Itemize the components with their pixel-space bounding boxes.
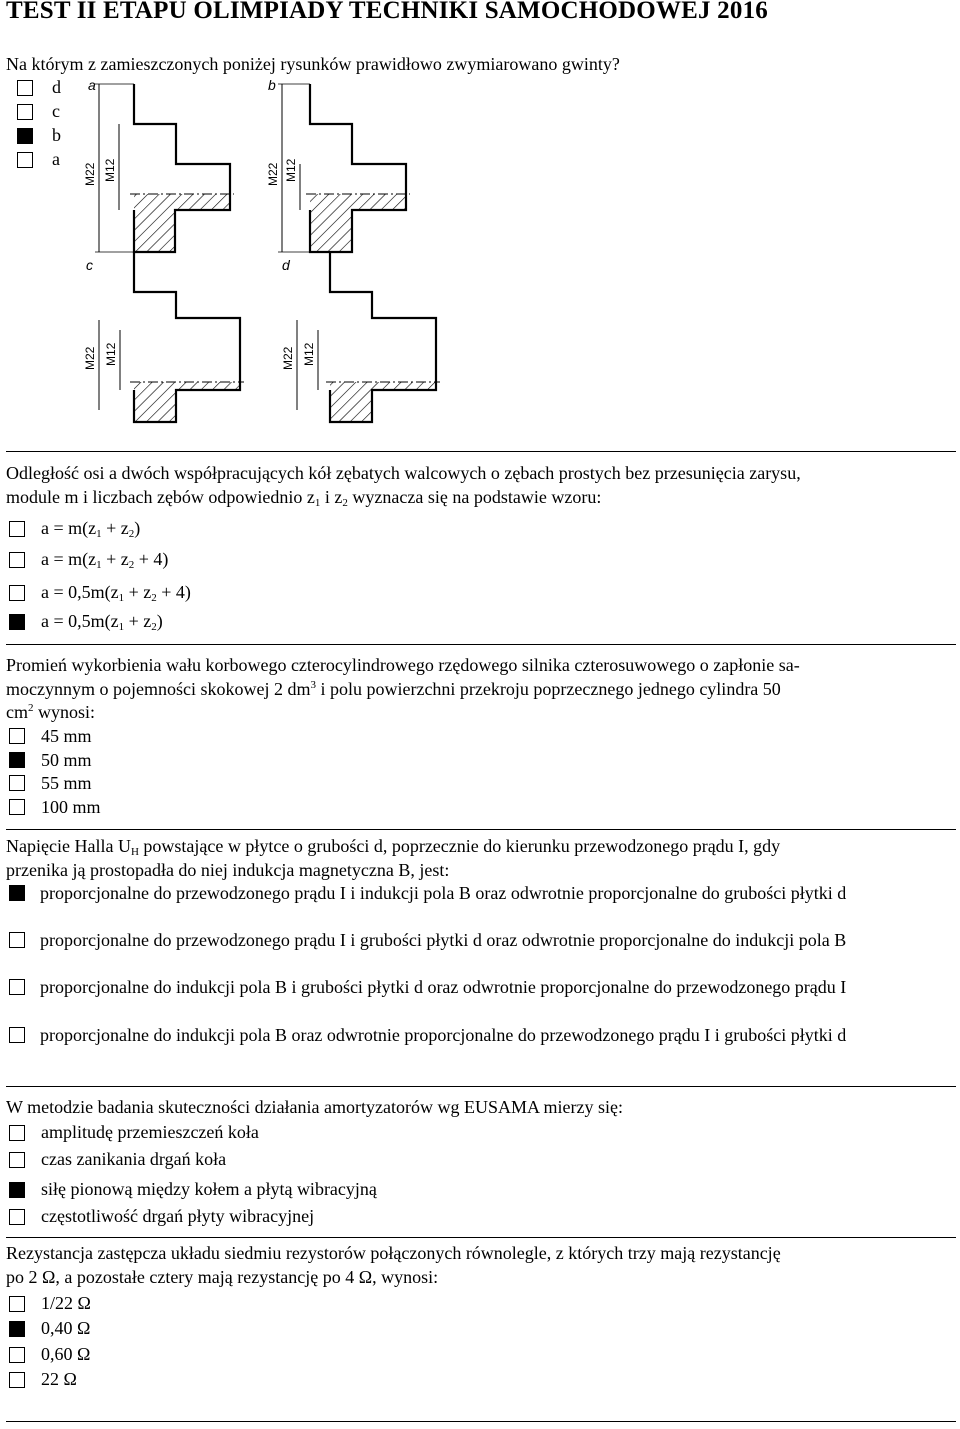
dim-m22-c: M22 bbox=[83, 346, 97, 370]
q6-checkbox-2[interactable] bbox=[9, 1321, 25, 1337]
q3-option-2: 50 mm bbox=[41, 750, 92, 770]
q4-checkbox-2[interactable] bbox=[9, 932, 25, 948]
dim-m12-d: M12 bbox=[302, 342, 316, 366]
q6-question-line1: Rezystancja zastępcza układu siedmiu rezystorów połączonych równolegle, z których trzy mają rezystancję bbox=[6, 1243, 781, 1263]
q6-question-line2: po 2 Ω, a pozostałe cztery mają rezystancję po 4 Ω, wynosi: bbox=[6, 1266, 439, 1287]
q2-option-1: $a = m(z_1 + z_2)$ bbox=[41, 518, 141, 540]
dim-m22-a: M22 bbox=[83, 162, 97, 186]
q5-option-4: częstotliwość drgań płyty wibracyjnej bbox=[41, 1206, 315, 1226]
q2-question-line1: Odległość osi a dwóch współpracujących kół zębatych walcowych o zębach prostych bez przesunięcia zarysu, bbox=[6, 463, 801, 483]
q5-checkbox-1[interactable] bbox=[9, 1125, 25, 1141]
q3-question-line3: $cm^2$ wynosi: bbox=[6, 702, 96, 722]
drawing-a bbox=[83, 77, 234, 252]
q6-question bbox=[6, 1242, 956, 1289]
q2-option-2: $a = m(z_1 + z_2 + 4)$ bbox=[41, 549, 169, 571]
q3-checkbox-1[interactable] bbox=[9, 728, 25, 744]
q4-question-line2: przenika ją prostopadła do niej indukcja magnetyczna B, jest: bbox=[6, 859, 450, 880]
q3-question bbox=[6, 654, 956, 725]
label-a: a bbox=[88, 77, 96, 93]
q2-question bbox=[6, 462, 956, 509]
q2-checkbox-4[interactable] bbox=[9, 614, 25, 630]
q5-option-2: czas zanikania drgań koła bbox=[41, 1149, 227, 1169]
q4-question-line1: Napięcie Halla $U_H$ powstające w płytce o grubości d, poprzecznie do kierunku przewodzonego prądu I, gdy bbox=[6, 836, 781, 858]
q6-checkbox-1[interactable] bbox=[9, 1296, 25, 1312]
label-d: d bbox=[282, 257, 290, 273]
drawing-b bbox=[266, 77, 410, 252]
q2-checkbox-1[interactable] bbox=[9, 521, 25, 537]
q5-question: W metodzie badania skuteczności działania amortyzatorów wg EUSAMA mierzy się: bbox=[6, 1097, 623, 1117]
dim-m22-b: M22 bbox=[266, 162, 280, 186]
label-b: b bbox=[268, 77, 276, 93]
q3-checkbox-2[interactable] bbox=[9, 752, 25, 768]
divider bbox=[6, 1421, 956, 1422]
q1-option-4: a bbox=[52, 149, 60, 169]
q1-option-3: b bbox=[52, 125, 61, 145]
q1-question: Na którym z zamieszczonych poniżej rysunków prawidłowo zwymiarowano gwinty? bbox=[6, 54, 620, 74]
label-c: c bbox=[86, 257, 93, 273]
q2-option-3: $a = 0,5m(z_1 + z_2 + 4)$ bbox=[41, 582, 191, 604]
drawing-d bbox=[281, 252, 440, 422]
q6-option-2: 0,40 Ω bbox=[41, 1318, 91, 1338]
q4-checkbox-3[interactable] bbox=[9, 979, 25, 995]
q4-option-1: proporcjonalne do przewodzonego prądu I i indukcji pola B oraz odwrotnie proporcjonalne do grubości płytki d bbox=[40, 883, 847, 903]
q5-checkbox-4[interactable] bbox=[9, 1209, 25, 1225]
divider bbox=[6, 451, 956, 452]
q2-question-line2: module m i liczbach zębów odpowiednio $z_1$ i $z_2$ wyznacza się na podstawie wzoru: bbox=[6, 486, 602, 509]
q5-option-3: siłę pionową między kołem a płytą wibracyjną bbox=[41, 1179, 377, 1199]
q2-option-4: $a = 0,5m(z_1 + z_2)$ bbox=[41, 611, 163, 633]
thread-dimension-figure bbox=[0, 70, 480, 430]
q5-option-1: amplitudę przemieszczeń koła bbox=[41, 1122, 259, 1142]
dim-m12-c: M12 bbox=[104, 342, 118, 366]
divider bbox=[6, 1086, 956, 1087]
q4-option-3: proporcjonalne do indukcji pola B i grubości płytki d oraz odwrotnie proporcjonalne do przewodzonego prądu I bbox=[40, 977, 847, 997]
q6-option-4: 22 Ω bbox=[41, 1369, 77, 1389]
q4-option-2: proporcjonalne do przewodzonego prądu I i grubości płytki d oraz odwrotnie proporcjonalne do indukcji pola B bbox=[40, 930, 847, 950]
q6-checkbox-4[interactable] bbox=[9, 1372, 25, 1388]
q3-option-3: 55 mm bbox=[41, 773, 92, 793]
page-title: TEST II ETAPU OLIMPIADY TECHNIKI SAMOCHODOWEJ 2016 bbox=[6, 0, 768, 24]
q3-question-line2: moczynnym o pojemności skokowej 2 $dm^3$ i polu powierzchni przekroju poprzecznego jednego cylindra 50 bbox=[6, 678, 781, 699]
dim-m22-d: M22 bbox=[281, 346, 295, 370]
q2-checkbox-3[interactable] bbox=[9, 585, 25, 601]
q3-checkbox-4[interactable] bbox=[9, 799, 25, 815]
q6-option-1: 1/22 Ω bbox=[41, 1293, 91, 1313]
q3-option-4: 100 mm bbox=[41, 797, 101, 817]
q4-checkbox-1[interactable] bbox=[9, 885, 25, 901]
q2-checkbox-2[interactable] bbox=[9, 552, 25, 568]
q3-question-line1: Promień wykorbienia wału korbowego czterocylindrowego rzędowego silnika czterosuwowego o zapłonie sa- bbox=[6, 655, 800, 675]
dim-m12-b: M12 bbox=[284, 158, 298, 182]
drawing-c bbox=[83, 252, 244, 422]
q1-option-2: c bbox=[52, 101, 60, 121]
q5-checkbox-2[interactable] bbox=[9, 1152, 25, 1168]
q1-option-1: d bbox=[52, 77, 61, 97]
divider bbox=[6, 644, 956, 645]
divider bbox=[6, 1237, 956, 1238]
q5-checkbox-3[interactable] bbox=[9, 1182, 25, 1198]
q4-option-4: proporcjonalne do indukcji pola B oraz odwrotnie proporcjonalne do przewodzonego prądu I i grubości płytki d bbox=[40, 1025, 847, 1045]
q6-option-3: 0,60 Ω bbox=[41, 1344, 91, 1364]
q4-checkbox-4[interactable] bbox=[9, 1027, 25, 1043]
q6-checkbox-3[interactable] bbox=[9, 1347, 25, 1363]
dim-m12-a: M12 bbox=[103, 158, 117, 182]
q4-question bbox=[6, 835, 956, 882]
q3-checkbox-3[interactable] bbox=[9, 775, 25, 791]
q3-option-1: 45 mm bbox=[41, 726, 92, 746]
divider bbox=[6, 829, 956, 830]
